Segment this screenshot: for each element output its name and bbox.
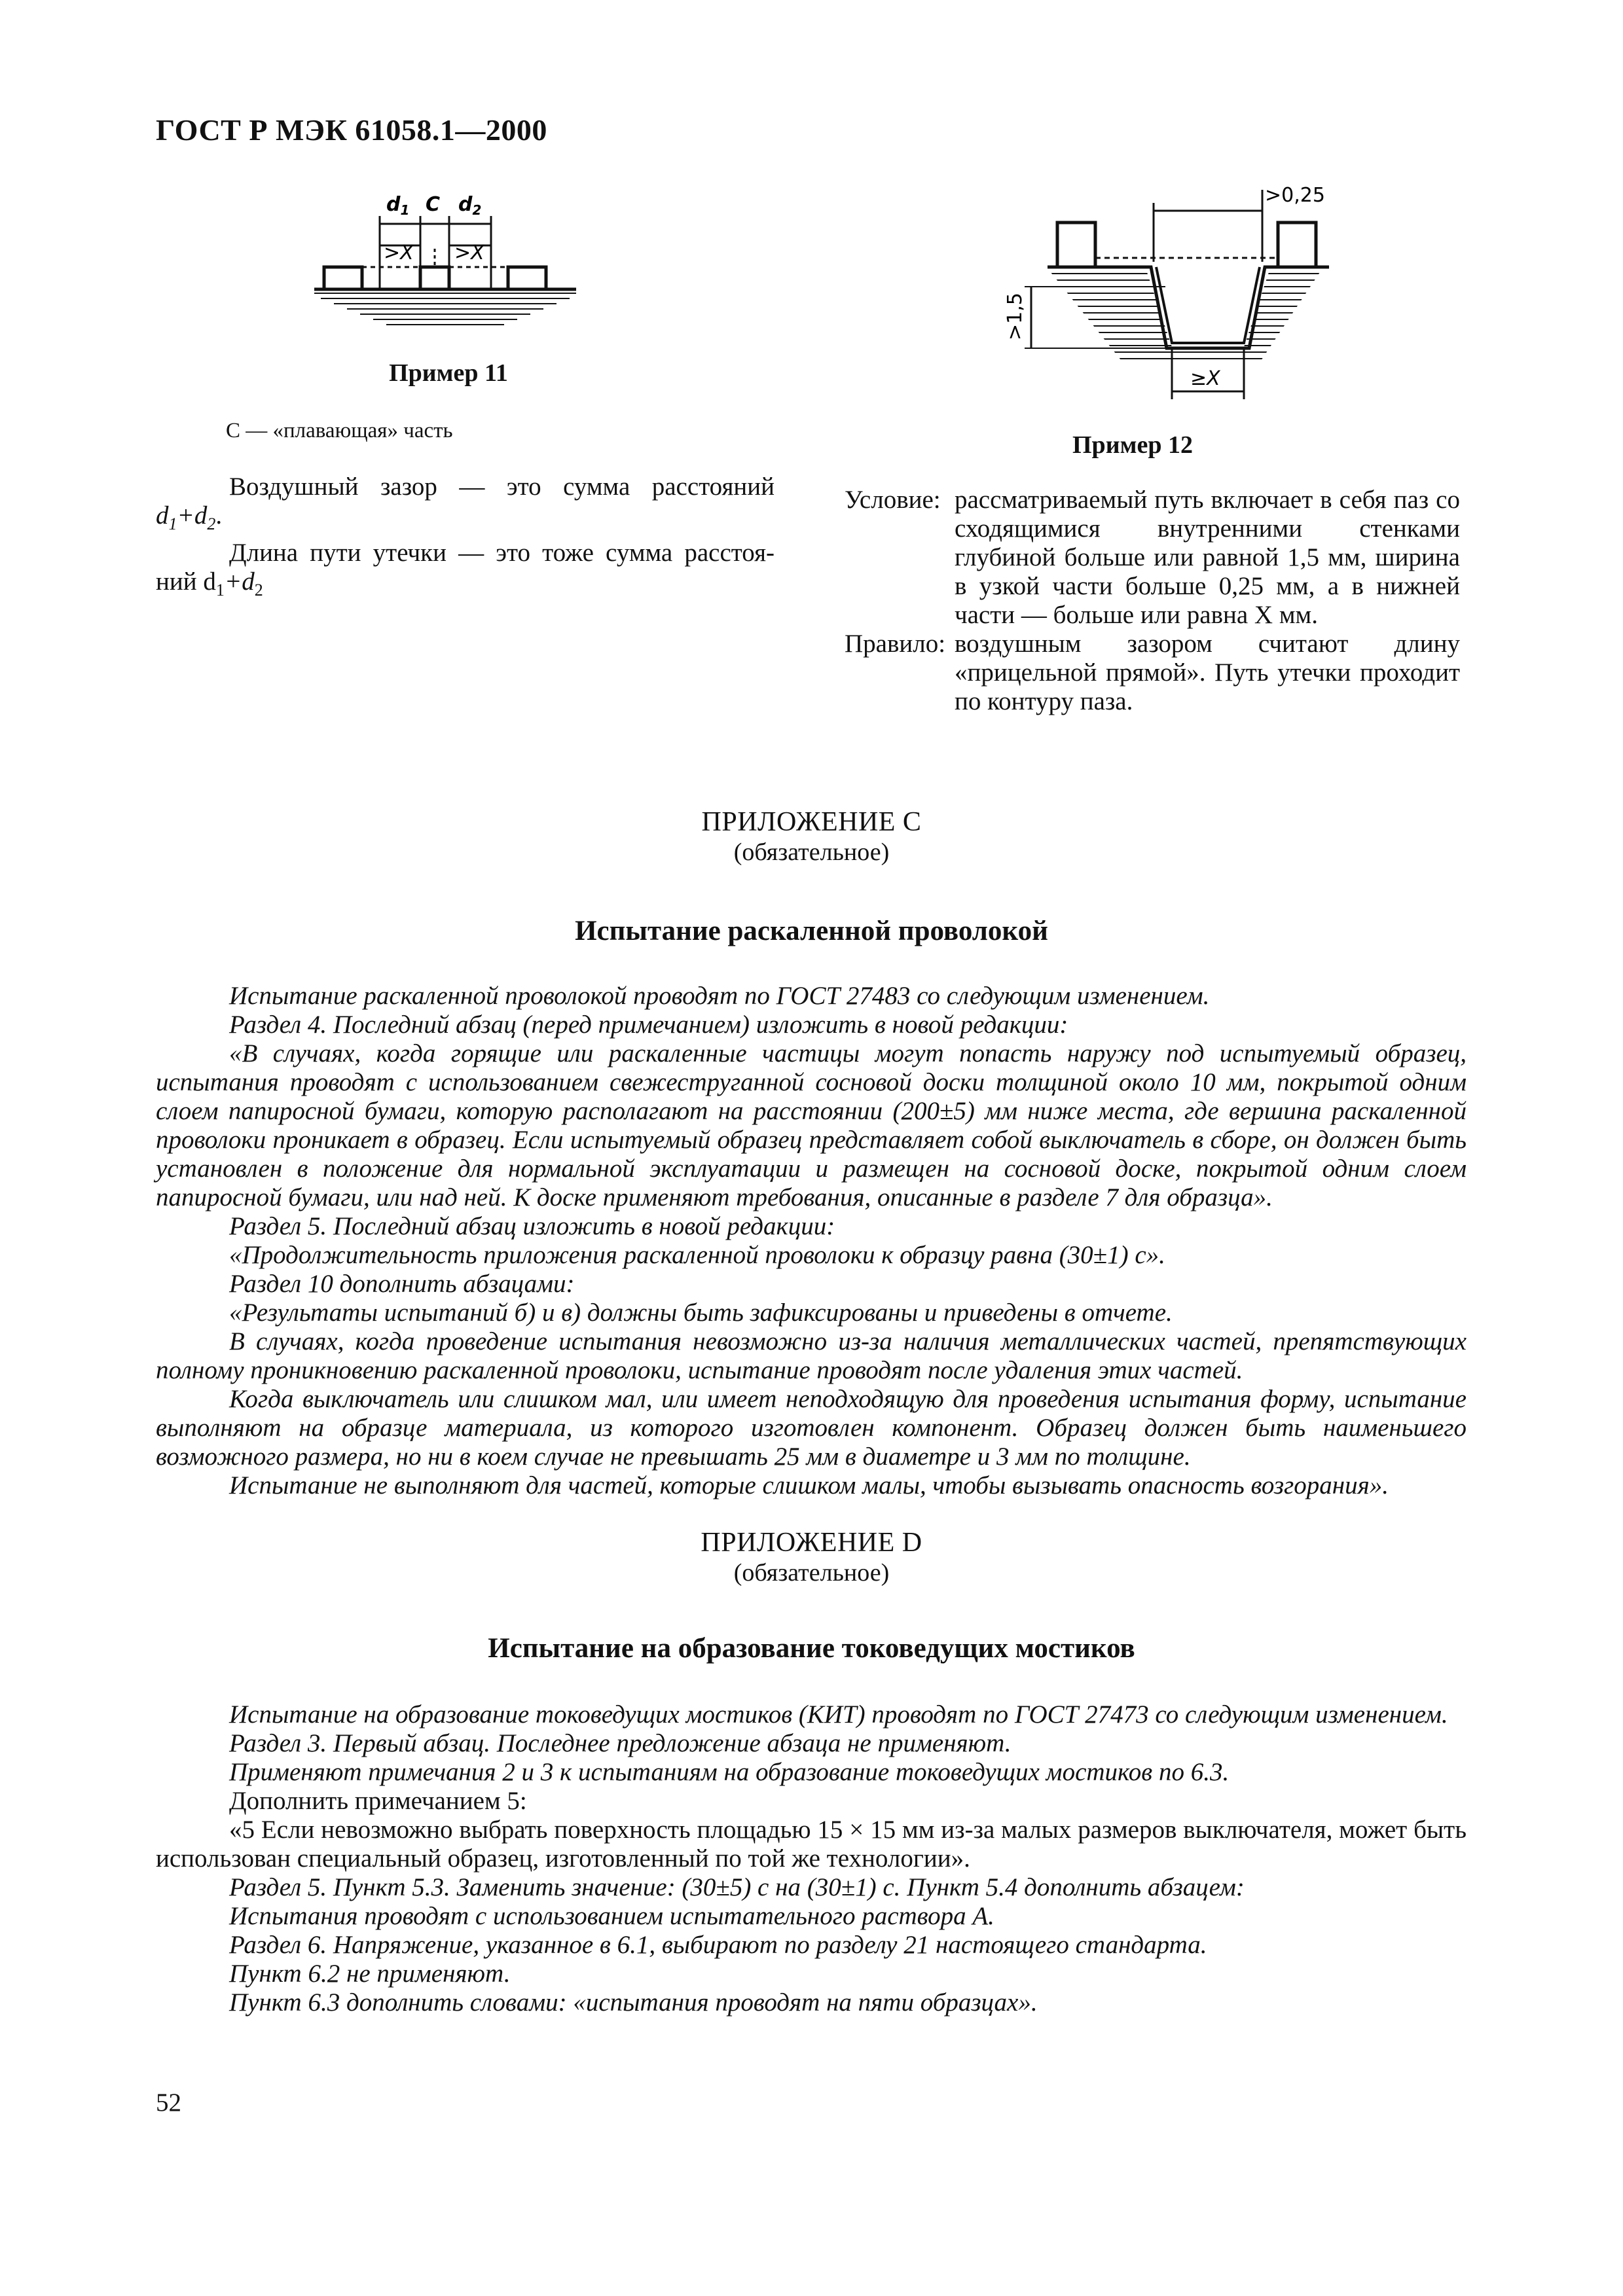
d-para-8: Раздел 6. Напряжение, указанное в 6.1, выбирают по разделу 21 настоящего стандарта.	[229, 1931, 1207, 1959]
appendix-d-status: (обязательное)	[733, 1559, 890, 1587]
c-para-10: Испытание не выполняют для частей, которые слишком малы, чтобы вызывать опасность возгорания».	[229, 1471, 1389, 1499]
c-para-7: «Результаты испытаний б) и в) должны быть зафиксированы и приведены в отчете.	[229, 1299, 1173, 1327]
figure-12-diagram	[982, 177, 1349, 412]
c-para-1: Испытание раскаленной проволокой проводят по ГОСТ 27483 со следующим изменением.	[229, 982, 1210, 1010]
appendix-c-body	[156, 982, 1467, 1500]
d-para-5: «5 Если невозможно выбрать поверхность площадью 15 × 15 мм из-за малых размеров выключателя, может быть использован специальный образец, изготовленный по той же технологии».	[156, 1816, 1467, 1873]
figure-11-caption: Пример 11	[389, 359, 508, 387]
d-para-6: Раздел 5. Пункт 5.3. Заменить значение: (30±5) с на (30±1) с. Пункт 5.4 дополнить абзацем:	[229, 1873, 1245, 1901]
rule-block	[845, 630, 1460, 716]
creepage-line2: ний $d_1+d_2$	[156, 567, 263, 600]
appendix-d-title: ПРИЛОЖЕНИЕ D	[701, 1528, 922, 1558]
c-para-9: Когда выключатель или слишком мал, или имеет неподходящую для проведения испытания форму, испытание выполняют на образце материала, из которого изготовлен компонент. Образец должен быть наименьшего возможного размера, но ни в коем случае не превышать 25 мм в диаметре и 3 мм по толщине.	[156, 1385, 1467, 1471]
rule-text: воздушным зазором считают длину «прицельной прямой». Путь утечки проходит по контуру паза.	[955, 630, 1460, 715]
page-number: 52	[156, 2089, 181, 2117]
d-para-3: Применяют примечания 2 и 3 к испытаниям на образование токоведущих мостиков по 6.3.	[229, 1758, 1230, 1786]
bottom-width-label: ≥X	[1190, 367, 1220, 390]
x-label-right: >X	[454, 242, 484, 264]
condition-block	[845, 486, 1460, 630]
c-para-8: В случаях, когда проведение испытания невозможно из-за наличия металлических частей, препятствующих полному проникновению раскаленной проволоки, испытание проводят после удаления этих частей.	[156, 1327, 1467, 1384]
document-header: ГОСТ Р МЭК 61058.1—2000	[156, 113, 547, 147]
c-para-6: Раздел 10 дополнить абзацами:	[229, 1270, 575, 1298]
width-label: >0,25	[1265, 184, 1325, 207]
x-label-left: >X	[384, 242, 414, 264]
airgap-line1: Воздушный зазор — это сумма расстояний	[229, 473, 775, 501]
d-para-9: Пункт 6.2 не применяют.	[229, 1960, 511, 1988]
figure-12-caption: Пример 12	[1072, 431, 1193, 459]
airgap-line2: $d_1+d_2$.	[156, 501, 223, 533]
creepage-line1: Длина пути утечки — это тоже сумма расстоя-	[229, 538, 775, 567]
c-para-3: «В случаях, когда горящие или раскаленные частицы могут попасть наружу под испытуемый образец, испытания проводят с использованием свежеструганной сосновой доски толщиной около 10 мм, покрытой одним слоем папиросной бумаги, которую располагают на расстоянии (200±5) мм ниже места, где вершина раскаленной проволоки проникает в образец. Если испытуемый образец представляет собой выключатель в сборе, он должен быть установлен в положение для нормальной эксплуатации и размещен на сосновой доске, покрытой одним слоем папиросной бумаги, или над ней. К доске применяют требования, описанные в разделе 7 для образца».	[156, 1039, 1467, 1211]
d-para-1: Испытание на образование токоведущих мостиков (КИТ) проводят по ГОСТ 27473 со следующим изменением.	[229, 1700, 1448, 1729]
appendix-c-status: (обязательное)	[733, 838, 890, 866]
c-label: C	[426, 193, 441, 216]
appendix-c-title: ПРИЛОЖЕНИЕ C	[701, 807, 922, 837]
figure-11-text	[156, 473, 775, 605]
c-para-2: Раздел 4. Последний абзац (перед примечанием) изложить в новой редакции:	[229, 1011, 1068, 1039]
rule-label: Правило:	[845, 630, 946, 658]
figure-12-text	[845, 486, 1460, 716]
appendix-c-heading: Испытание раскаленной проволокой	[575, 916, 1048, 946]
c-para-4: Раздел 5. Последний абзац изложить в новой редакции:	[229, 1212, 835, 1240]
appendix-d-heading: Испытание на образование токоведущих мостиков	[488, 1633, 1135, 1664]
d2-label: $d_2$	[458, 193, 482, 218]
appendix-d-body	[156, 1700, 1467, 2017]
figure-11-diagram	[308, 183, 583, 334]
d-para-7: Испытания проводят с использованием испытательного раствора A.	[229, 1902, 994, 1930]
condition-label: Условие:	[845, 486, 941, 514]
c-para-5: «Продолжительность приложения раскаленной проволоки к образцу равна (30±1) с».	[229, 1241, 1165, 1269]
d1-label: $d_1$	[386, 193, 410, 218]
d-para-4: Дополнить примечанием 5:	[229, 1787, 527, 1815]
d-para-10: Пункт 6.3 дополнить словами: «испытания проводят на пяти образцах».	[229, 1988, 1038, 2017]
d-para-2: Раздел 3. Первый абзац. Последнее предложение абзаца не применяют.	[229, 1729, 1012, 1757]
depth-label: >1,5	[1004, 293, 1027, 340]
figure-11-note: C — «плавающая» часть	[226, 419, 453, 442]
condition-text: рассматриваемый путь включает в себя паз со сходящимися внутренними стенками глубиной больше или равной 1,5 мм, ширина в узкой части больше 0,25 мм, а в нижней части — больше или равна X мм.	[955, 486, 1460, 629]
